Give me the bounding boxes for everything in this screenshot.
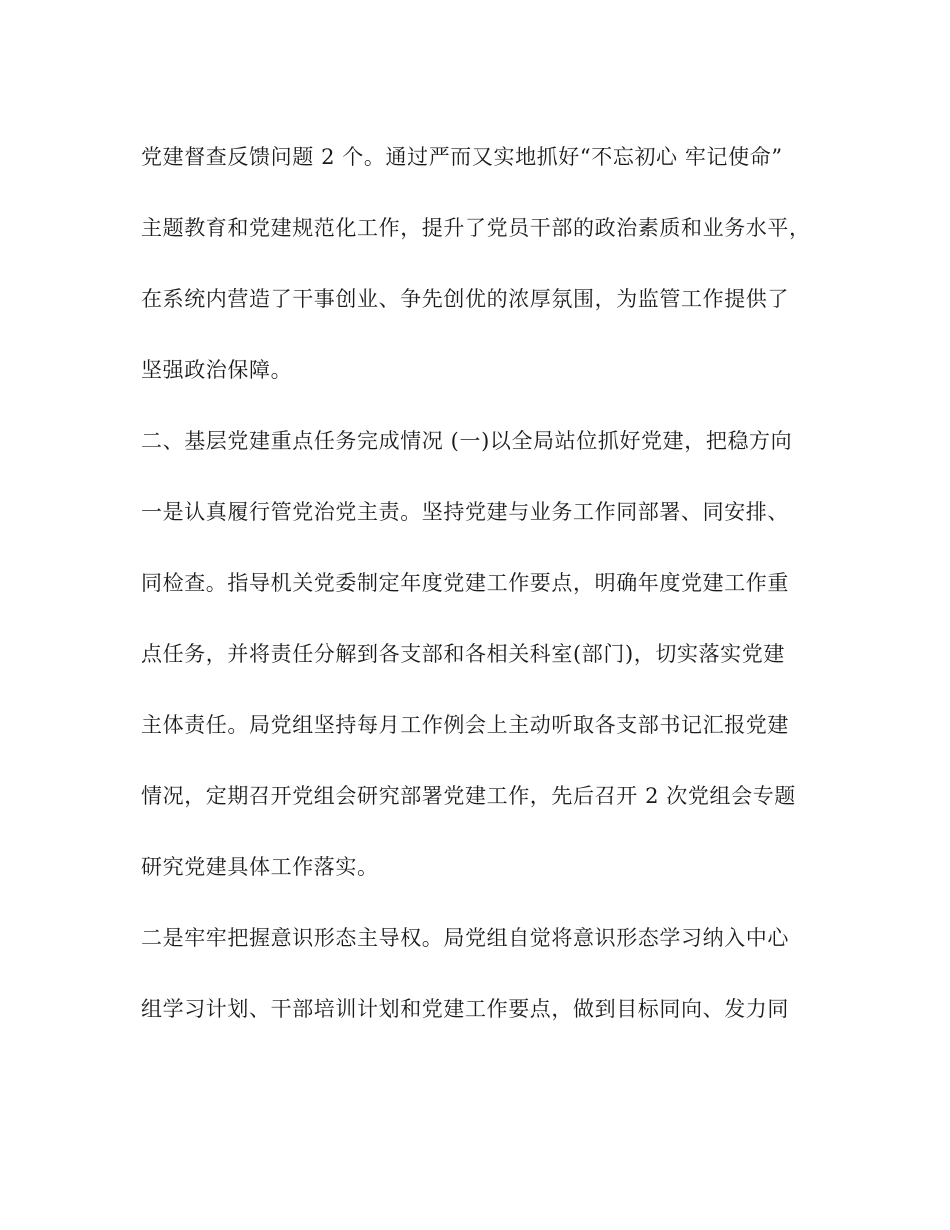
text-line: 党建督查反馈问题 2 个。通过严而又实地抓好“不忘初心 牢记使命” bbox=[141, 145, 783, 169]
text-line: 坚强政治保障。 bbox=[141, 358, 293, 382]
text-line: 二是牢牢把握意识形态主导权。局党组自觉将意识形态学习纳入中心 bbox=[141, 926, 789, 950]
text-line: 同检查。指导机关党委制定年度党建工作要点，明确年度党建工作重 bbox=[141, 571, 789, 595]
section-heading: 二、基层党建重点任务完成情况 (一)以全局站位抓好党建，把稳方向 bbox=[141, 429, 793, 453]
text-line: 点任务，并将责任分解到各支部和各相关科室(部门)，切实落实党建 bbox=[141, 642, 785, 666]
text-line: 情况，定期召开党组会研究部署党建工作，先后召开 2 次党组会专题 bbox=[141, 784, 796, 808]
text-line: 主题教育和党建规范化工作，提升了党员干部的政治素质和业务水平， bbox=[141, 216, 811, 240]
text-line: 一是认真履行管党治党主责。坚持党建与业务工作同部署、同安排、 bbox=[141, 500, 789, 524]
text-line: 研究党建具体工作落实。 bbox=[141, 855, 379, 879]
text-line: 组学习计划、干部培训计划和党建工作要点，做到目标同向、发力同 bbox=[141, 997, 789, 1021]
text-line: 在系统内营造了干事创业、争先创优的浓厚氛围，为监管工作提供了 bbox=[141, 287, 789, 311]
text-line: 主体责任。局党组坚持每月工作例会上主动听取各支部书记汇报党建 bbox=[141, 713, 789, 737]
